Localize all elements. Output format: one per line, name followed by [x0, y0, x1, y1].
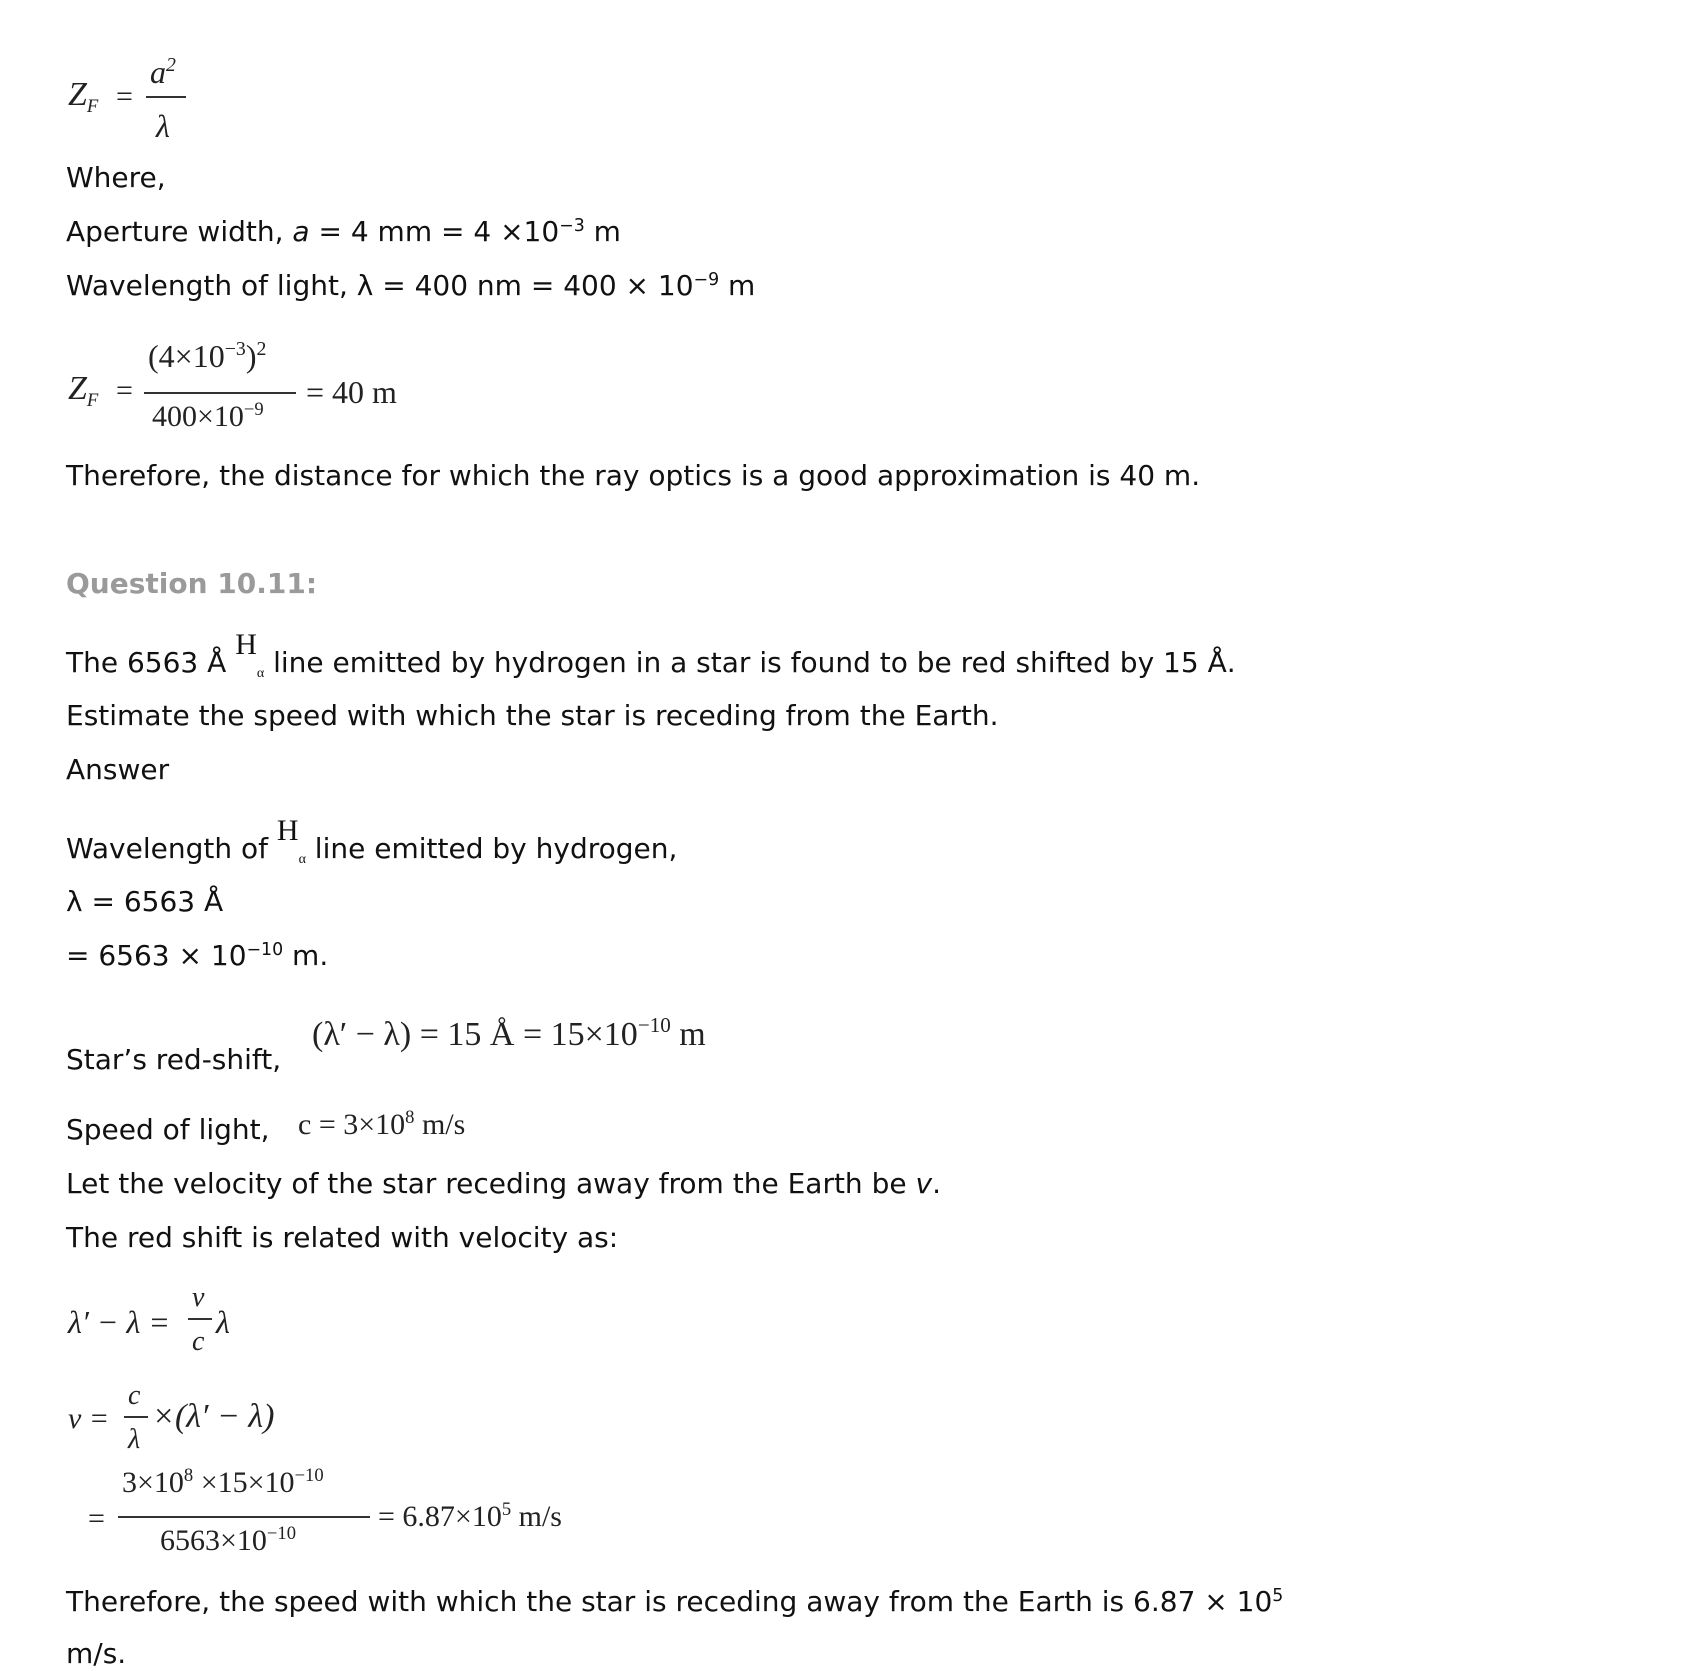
wavelength-light-line: Wavelength of light, λ = 400 nm = $400 \times 10^{-9}$ m — [66, 269, 756, 302]
question-line-1: The 6563 Å $H_\alpha$ line emitted by hydrogen in a star is found to be red shifted by 15 Å. — [66, 628, 1236, 681]
eq-velocity-calc-num: $3\times 10^8 \times 15\times 10^{-10}$ — [122, 1464, 324, 1499]
eq-velocity-lhs: v = — [68, 1402, 110, 1435]
eq-redshift-lhs: λ′ − λ = — [68, 1304, 170, 1340]
eq-velocity-den: λ — [128, 1424, 141, 1455]
eq-zf-calc-denominator: $400\times 10^{-9}$ — [152, 398, 264, 433]
lambda-angstrom-line: λ = 6563 Å — [66, 885, 224, 918]
eq-zf-denominator: λ — [156, 108, 170, 144]
redshift-label: Star’s red-shift, — [66, 1043, 282, 1076]
eq-zf-formula: $Z_F$ — [68, 76, 99, 117]
eq-zf-calc-lhs: $Z_F$ — [68, 370, 99, 411]
eq-redshift-rhs: λ — [216, 1304, 230, 1340]
answer-label: Answer — [66, 753, 170, 786]
eq-redshift-num: v — [192, 1282, 205, 1313]
eq-zf-calc-numerator: $(4\times 10^{-3})^2$ — [148, 338, 267, 374]
eq-velocity-calc-equals: = — [88, 1502, 105, 1535]
question-line-2: Estimate the speed with which the star is receding from the Earth. — [66, 699, 999, 732]
eq-redshift-den: c — [192, 1326, 205, 1357]
eq-redshift-fraction-bar — [188, 1318, 212, 1320]
velocity-let-line: Let the velocity of the star receding away from the Earth be v. — [66, 1167, 941, 1200]
eq-zf-calc-fraction-bar — [144, 392, 296, 394]
question-heading: Question 10.11: — [66, 567, 318, 600]
eq-velocity-calc-den: $6563\times 10^{-10}$ — [160, 1522, 297, 1557]
eq-velocity-num: c — [128, 1380, 141, 1411]
eq-zf-calc-result: = 40 m — [306, 374, 397, 410]
eq-zf-numerator: $a^2$ — [150, 54, 176, 90]
eq-velocity-rhs: ×(λ′ − λ) — [152, 1398, 275, 1435]
conclusion-speed-unit: m/s. — [66, 1637, 127, 1670]
redshift-expression: (λ′ − λ) = 15 Å = $15\times 10^{-10}$ m — [312, 1013, 706, 1053]
conclusion-speed: Therefore, the speed with which the star is receding away from the Earth is $6.87 \times 10^5$ — [66, 1585, 1284, 1618]
lambda-meter-line: = $6563 \times 10^{-10}$ m. — [66, 939, 329, 972]
eq-velocity-fraction-bar — [124, 1416, 148, 1418]
conclusion-ray-optics: Therefore, the distance for which the ray optics is a good approximation is 40 m. — [66, 459, 1201, 492]
eq-velocity-calc-result: = $6.87\times 10^5$ m/s — [378, 1498, 562, 1533]
aperture-width-line: Aperture width, a = 4 mm = $4 \times 10^{-3}$ m — [66, 215, 621, 248]
speed-light-label: Speed of light, — [66, 1113, 270, 1146]
where-text: Where, — [66, 161, 166, 194]
wavelength-hydrogen-line: Wavelength of $H_\alpha$ line emitted by hydrogen, — [66, 814, 678, 867]
eq-zf-equals: = — [116, 80, 133, 113]
speed-light-expression: $c = 3\times 10^8$ m/s — [298, 1106, 466, 1141]
eq-velocity-calc-fraction-bar — [118, 1516, 370, 1518]
redshift-relation-line: The red shift is related with velocity as: — [66, 1221, 619, 1254]
eq-zf-fraction-bar — [146, 96, 186, 98]
eq-zf-calc-equals: = — [116, 374, 133, 407]
